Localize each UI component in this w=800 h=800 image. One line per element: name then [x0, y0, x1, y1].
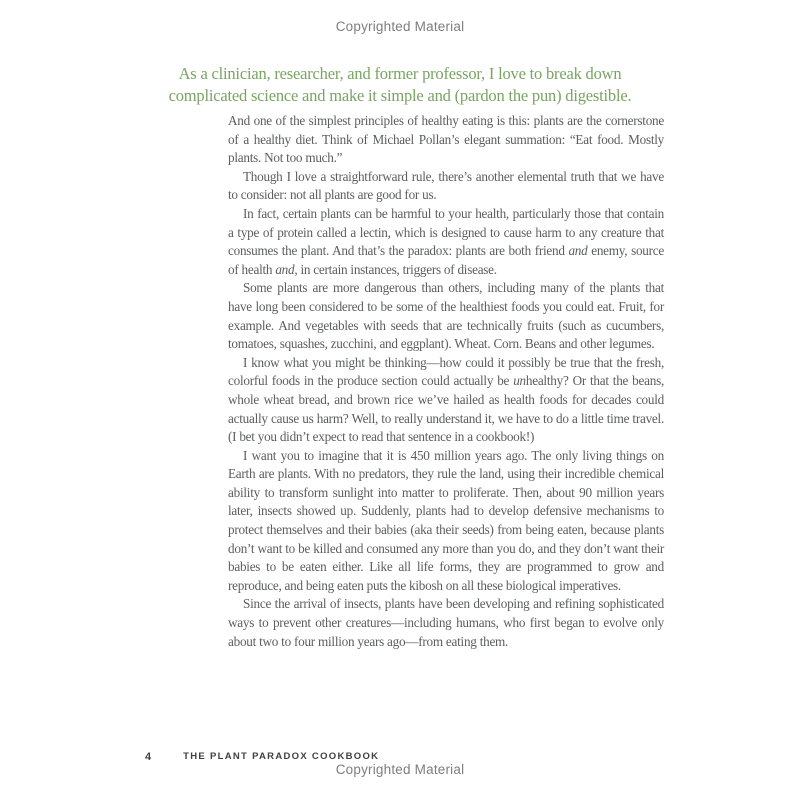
paragraph: Though I love a straightforward rule, there’s another elemental truth that we have to consider: not all plants are good for us. — [228, 168, 664, 203]
paragraph: I know what you might be thinking—how could it possibly be true that the fresh, colorful foods in the produce section could actually be unhealthy? Or that the beans, whole wheat bread, and brown rice we’ve hailed as health foods for decades could actually cause us harm? Well, to really understand it, we have to do a little time travel. (I bet you didn’t expect to read that sentence in a cookbook!) — [228, 354, 665, 445]
heading-line: As a clinician, researcher, and former professor, I love to break down — [178, 64, 622, 83]
chapter-intro-heading — [130, 63, 670, 107]
paragraph: And one of the simplest principles of healthy eating is this: plants are the cornerstone of a healthy diet. Think of Michael Pollan’s elegant summation: “Eat food. Mostly plants. Not too much.” — [228, 113, 664, 166]
paragraph: Since the arrival of insects, plants have been developing and refining sophisticated ways to prevent other creatures—including humans, who first began to evolve only about two to four million years ago—from eating them. — [228, 596, 664, 649]
paragraph: In fact, certain plants can be harmful to your health, particularly those that contain a type of protein called a lectin, which is designed to cause harm to any creature that consumes the plant. And that’s the paradox: plants are both friend and enemy, source of health and, in certain instances, triggers of disease. — [228, 205, 664, 277]
running-book-title: THE PLANT PARADOX COOKBOOK — [183, 751, 380, 763]
page-number: 4 — [145, 750, 152, 763]
copyright-notice-bottom: Copyrighted Material — [335, 762, 465, 777]
body-text — [228, 112, 664, 651]
copyright-notice-top: Copyrighted Material — [335, 19, 465, 34]
paragraph: I want you to imagine that it is 450 million years ago. The only living things on Earth are plants. With no predators, they rule the land, using their incredible chemical ability to transform sunlight into matter to proliferate. Then, about 90 million years later, insects showed up. Suddenly, plants had to develop defensive mechanisms to protect themselves and their babies (aka their seeds) from being eaten, because plants don’t want to be killed and consumed any more than you do, and they don’t want their babies to be eaten either. Like all life forms, they are programmed to grow and reproduce, and being eaten puts the kibosh on all these biological imperatives. — [228, 447, 664, 593]
paragraph: Some plants are more dangerous than others, including many of the plants that have long been considered to be some of the healthiest foods you could eat. Fruit, for example. And vegetables with seeds that are technically fruits (such as cucumbers, tomatoes, squashes, zucchini, and eggplant). Wheat. Corn. Beans and other legumes. — [228, 280, 664, 352]
heading-line: complicated science and make it simple and (pardon the pun) digestible. — [168, 86, 632, 105]
